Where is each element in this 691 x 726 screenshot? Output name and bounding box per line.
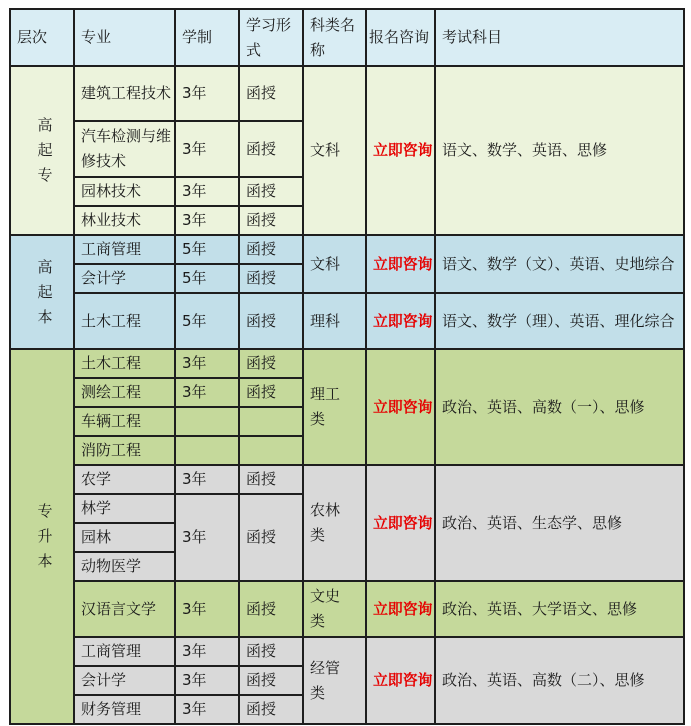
major-cell: 林业技术 — [74, 206, 175, 235]
category-cell: 理科 — [303, 293, 366, 349]
table-row — [10, 235, 684, 264]
table-row — [10, 66, 684, 121]
header-major: 专业 — [74, 9, 175, 66]
mode-cell — [239, 436, 303, 465]
years-cell: 3年 — [175, 206, 239, 235]
years-cell: 3年 — [175, 695, 239, 724]
years-cell: 3年 — [175, 637, 239, 666]
header-category: 科类名称 — [303, 9, 366, 66]
major-cell: 农学 — [74, 465, 175, 494]
consult-link[interactable]: 立即咨询 — [366, 293, 435, 349]
category-cell: 农林 类 — [303, 465, 366, 581]
major-cell: 土木工程 — [74, 293, 175, 349]
years-cell: 3年 — [175, 494, 239, 581]
years-cell — [175, 436, 239, 465]
subjects-cell: 政治、英语、大学语文、思修 — [435, 581, 684, 637]
major-cell: 土木工程 — [74, 349, 175, 378]
consult-link[interactable]: 立即咨询 — [366, 349, 435, 465]
mode-cell: 函授 — [239, 581, 303, 637]
mode-cell: 函授 — [239, 235, 303, 264]
major-cell: 汽车检测与维修技术 — [74, 121, 175, 177]
mode-cell: 函授 — [239, 121, 303, 177]
major-cell: 动物医学 — [74, 552, 175, 581]
major-cell: 财务管理 — [74, 695, 175, 724]
subjects-cell: 政治、英语、高数（一）、思修 — [435, 349, 684, 465]
consult-link[interactable]: 立即咨询 — [366, 465, 435, 581]
major-cell: 建筑工程技术 — [74, 66, 175, 121]
years-cell: 3年 — [175, 121, 239, 177]
mode-cell: 函授 — [239, 494, 303, 581]
major-cell: 汉语言文学 — [74, 581, 175, 637]
major-cell: 工商管理 — [74, 235, 175, 264]
mode-cell: 函授 — [239, 637, 303, 666]
subjects-cell: 语文、数学（理）、英语、理化综合 — [435, 293, 684, 349]
table-row — [10, 293, 684, 349]
mode-cell — [239, 407, 303, 436]
mode-cell: 函授 — [239, 177, 303, 206]
major-cell: 消防工程 — [74, 436, 175, 465]
years-cell: 3年 — [175, 66, 239, 121]
subjects-cell: 政治、英语、生态学、思修 — [435, 465, 684, 581]
table-row — [10, 349, 684, 378]
mode-cell: 函授 — [239, 264, 303, 293]
category-cell: 文史 类 — [303, 581, 366, 637]
category-cell: 文科 — [303, 235, 366, 293]
subjects-cell: 语文、数学、英语、思修 — [435, 66, 684, 235]
mode-cell: 函授 — [239, 666, 303, 695]
category-cell: 经管 类 — [303, 637, 366, 724]
header-level: 层次 — [10, 9, 74, 66]
years-cell: 3年 — [175, 378, 239, 407]
header-consult: 报名咨询 — [366, 9, 435, 66]
table-row — [10, 465, 684, 494]
subjects-cell: 政治、英语、高数（二）、思修 — [435, 637, 684, 724]
major-cell: 测绘工程 — [74, 378, 175, 407]
years-cell: 5年 — [175, 293, 239, 349]
header-years: 学制 — [175, 9, 239, 66]
table-row — [10, 637, 684, 666]
mode-cell: 函授 — [239, 206, 303, 235]
major-cell: 园林 — [74, 523, 175, 552]
major-cell: 会计学 — [74, 666, 175, 695]
program-table — [9, 8, 685, 725]
years-cell: 5年 — [175, 235, 239, 264]
years-cell: 3年 — [175, 465, 239, 494]
mode-cell: 函授 — [239, 349, 303, 378]
years-cell: 3年 — [175, 581, 239, 637]
consult-link[interactable]: 立即咨询 — [366, 581, 435, 637]
years-cell: 3年 — [175, 177, 239, 206]
years-cell — [175, 407, 239, 436]
category-cell: 理工 类 — [303, 349, 366, 465]
consult-link[interactable]: 立即咨询 — [366, 637, 435, 724]
major-cell: 车辆工程 — [74, 407, 175, 436]
years-cell: 5年 — [175, 264, 239, 293]
header-row — [10, 9, 684, 66]
major-cell: 园林技术 — [74, 177, 175, 206]
major-cell: 工商管理 — [74, 637, 175, 666]
subjects-cell: 语文、数学（文）、英语、史地综合 — [435, 235, 684, 293]
mode-cell: 函授 — [239, 293, 303, 349]
mode-cell: 函授 — [239, 66, 303, 121]
level-gaoqizhuan: 高 起 专 — [10, 66, 74, 235]
category-cell: 文科 — [303, 66, 366, 235]
major-cell: 会计学 — [74, 264, 175, 293]
years-cell: 3年 — [175, 666, 239, 695]
header-subjects: 考试科目 — [435, 9, 684, 66]
level-zhuanshengben: 专 升 本 — [10, 349, 74, 724]
mode-cell: 函授 — [239, 378, 303, 407]
level-gaoqiben: 高 起 本 — [10, 235, 74, 349]
header-mode: 学习形式 — [239, 9, 303, 66]
consult-link[interactable]: 立即咨询 — [366, 235, 435, 293]
mode-cell: 函授 — [239, 465, 303, 494]
major-cell: 林学 — [74, 494, 175, 523]
table-row — [10, 581, 684, 637]
mode-cell: 函授 — [239, 695, 303, 724]
years-cell: 3年 — [175, 349, 239, 378]
consult-link[interactable]: 立即咨询 — [366, 66, 435, 235]
